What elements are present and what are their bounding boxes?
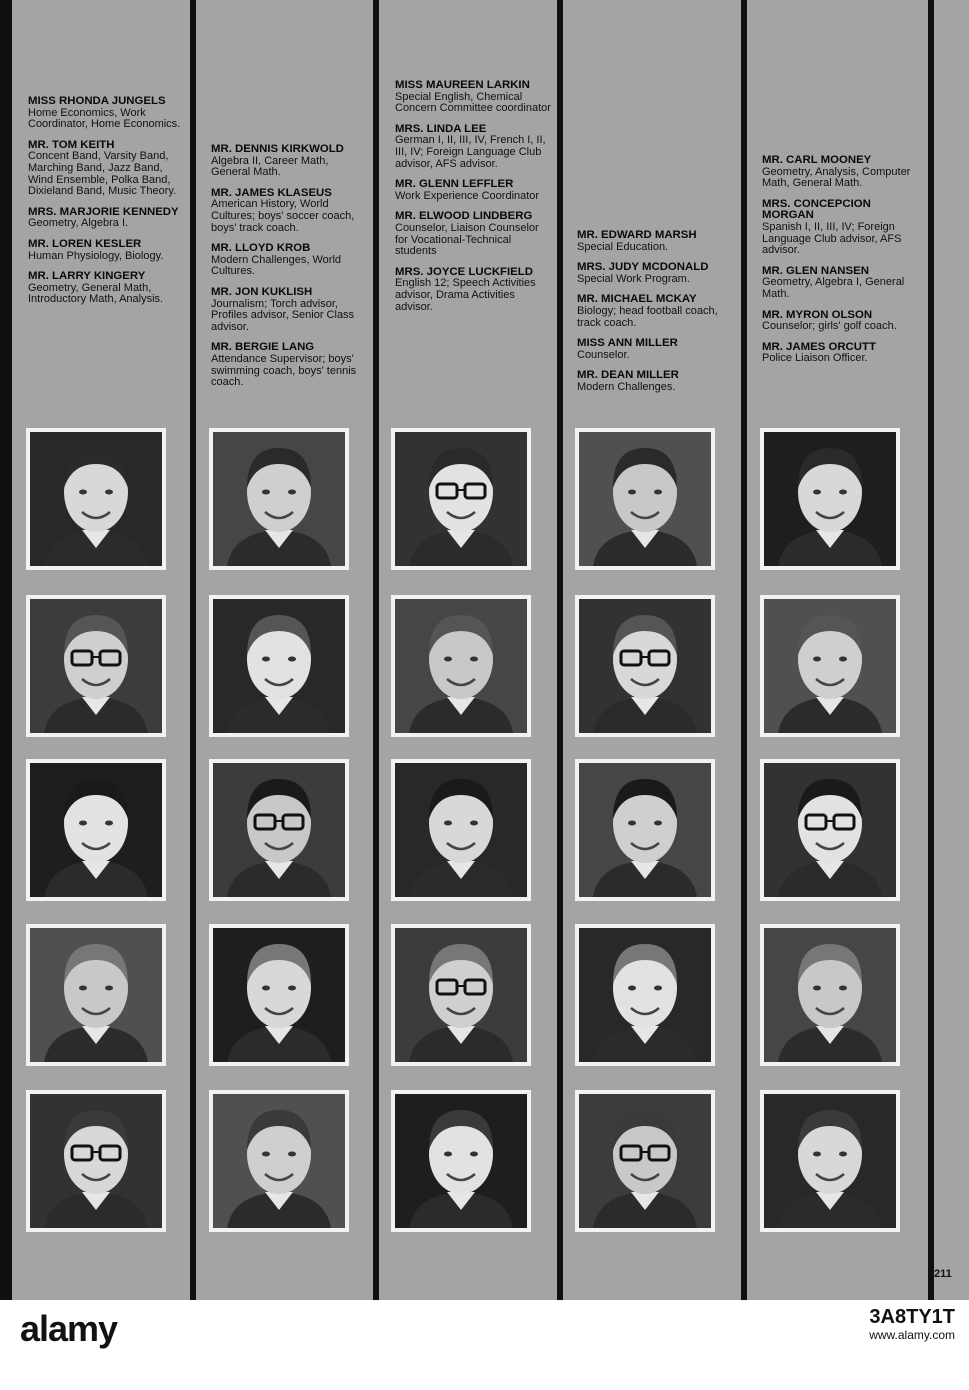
faculty-duties: Counselor, Liaison Counselor for Vocational-Technical students <box>395 221 539 258</box>
faculty-duties: Geometry, Analysis, Computer Math, General Math. <box>762 165 911 190</box>
faculty-duties: Journalism; Torch advisor, Profiles advisor, Senior Class advisor. <box>211 297 355 333</box>
portrait-photo-icon <box>764 928 896 1062</box>
faculty-portrait <box>575 595 715 737</box>
faculty-entry <box>762 266 920 301</box>
watermark-info <box>869 1308 955 1344</box>
watermark-logo: alamy <box>20 1308 118 1349</box>
faculty-duties: Special Work Program. <box>577 272 690 285</box>
faculty-entries <box>211 144 369 398</box>
faculty-name: MRS. LINDA LEE <box>395 122 487 135</box>
faculty-portrait <box>26 759 166 901</box>
portrait-photo-icon <box>30 928 162 1062</box>
faculty-entry <box>762 342 920 365</box>
faculty-entry <box>211 243 369 278</box>
watermark-strip <box>0 1300 969 1390</box>
faculty-duties: Geometry, Algebra I. <box>28 217 129 230</box>
column-divider <box>741 0 747 1300</box>
faculty-portrait <box>209 428 349 570</box>
faculty-portrait <box>760 1090 900 1232</box>
faculty-portrait <box>575 759 715 901</box>
faculty-portrait <box>391 1090 531 1232</box>
portrait-photo-icon <box>764 1094 896 1228</box>
faculty-duties: German I, II, III, IV, French I, II, III, IV; Foreign Language Club advisor, AFS advisor. <box>395 134 546 170</box>
faculty-entries <box>28 96 186 315</box>
faculty-duties: Human Physiology, Biology. <box>28 249 164 262</box>
faculty-duties: Attendance Supervisor; boys' swimming coach, boys' tennis coach. <box>211 352 357 389</box>
faculty-portrait <box>760 924 900 1066</box>
portrait-photo-icon <box>579 763 711 897</box>
faculty-duties: Geometry, General Math, Introductory Math, Analysis. <box>28 281 164 306</box>
faculty-entry <box>395 124 553 170</box>
watermark-image-id: 3A8TY1T <box>869 1306 955 1328</box>
faculty-duties: Special Education. <box>577 240 669 253</box>
faculty-entry <box>28 207 186 230</box>
faculty-entry <box>395 267 553 313</box>
faculty-duties: Special English, Chemical Concern Committee coordinator <box>395 90 551 115</box>
faculty-name: MR. JAMES ORCUTT <box>762 340 876 353</box>
faculty-entry <box>211 144 369 179</box>
portrait-photo-icon <box>30 599 162 733</box>
portrait-photo-icon <box>579 1094 711 1228</box>
faculty-name: MRS. JOYCE LUCKFIELD <box>395 265 533 278</box>
portrait-photo-icon <box>213 763 345 897</box>
portrait-photo-icon <box>30 763 162 897</box>
faculty-duties: Counselor. <box>577 348 630 361</box>
faculty-entry <box>211 342 369 388</box>
portrait-photo-icon <box>213 928 345 1062</box>
faculty-name: MR. LLOYD KROB <box>211 242 311 255</box>
faculty-portrait <box>26 428 166 570</box>
faculty-name: MRS. CONCEPCION MORGAN <box>762 197 871 222</box>
portrait-photo-icon <box>764 763 896 897</box>
faculty-name: MR. JON KUKLISH <box>211 285 313 298</box>
portrait-photo-icon <box>395 432 527 566</box>
faculty-portrait <box>209 1090 349 1232</box>
faculty-portrait <box>26 595 166 737</box>
faculty-portrait <box>391 428 531 570</box>
faculty-portrait <box>760 595 900 737</box>
portrait-photo-icon <box>213 1094 345 1228</box>
faculty-entry <box>577 370 735 393</box>
faculty-name: MR. GLENN LEFFLER <box>395 178 514 191</box>
faculty-duties: Police Liaison Officer. <box>762 352 868 365</box>
faculty-entry <box>28 96 186 131</box>
column-divider <box>557 0 563 1300</box>
faculty-name: MR. ELWOOD LINDBERG <box>395 210 533 223</box>
portrait-photo-icon <box>213 599 345 733</box>
faculty-duties: American History, World Cultures; boys' soccer coach, boys' track coach. <box>211 198 355 234</box>
faculty-duties: Modern Challenges. <box>577 380 676 393</box>
faculty-entry <box>577 294 735 329</box>
faculty-entries <box>577 230 735 403</box>
faculty-duties: English 12; Speech Activities advisor, Drama Activities advisor. <box>395 277 536 313</box>
portrait-photo-icon <box>395 763 527 897</box>
faculty-portrait <box>575 924 715 1066</box>
faculty-entry <box>577 262 735 285</box>
faculty-portrait <box>391 759 531 901</box>
faculty-entry <box>762 199 920 257</box>
portrait-photo-icon <box>395 1094 527 1228</box>
faculty-name: MR. JAMES KLASEUS <box>211 186 332 199</box>
portrait-photo-icon <box>764 432 896 566</box>
portrait-photo-icon <box>764 599 896 733</box>
faculty-portrait <box>575 1090 715 1232</box>
faculty-entries <box>762 155 920 374</box>
column-divider <box>373 0 379 1300</box>
portrait-photo-icon <box>579 599 711 733</box>
faculty-name: MRS. JUDY MCDONALD <box>577 261 709 274</box>
portrait-photo-icon <box>30 432 162 566</box>
faculty-entry <box>28 239 186 262</box>
faculty-portrait <box>391 924 531 1066</box>
faculty-name: MR. GLEN NANSEN <box>762 264 869 277</box>
column-divider <box>190 0 196 1300</box>
faculty-duties: Counselor; girls' golf coach. <box>762 320 897 333</box>
portrait-photo-icon <box>579 432 711 566</box>
faculty-duties: Work Experience Coordinator <box>395 189 540 202</box>
faculty-portrait <box>26 924 166 1066</box>
faculty-duties: Modern Challenges, World Cultures. <box>211 253 342 278</box>
faculty-portrait <box>209 595 349 737</box>
faculty-entry <box>211 188 369 234</box>
faculty-portrait <box>760 428 900 570</box>
faculty-name: MR. DENNIS KIRKWOLD <box>211 143 344 155</box>
faculty-name: MISS RHONDA JUNGELS <box>28 95 166 107</box>
faculty-entry <box>577 230 735 253</box>
faculty-portrait <box>26 1090 166 1232</box>
faculty-entry <box>395 179 553 202</box>
faculty-name: MR. TOM KEITH <box>28 138 115 151</box>
column-divider <box>928 0 934 1300</box>
portrait-photo-icon <box>213 432 345 566</box>
faculty-entry <box>28 140 186 198</box>
faculty-duties: Home Economics, Work Coordinator, Home Economics. <box>28 106 181 131</box>
watermark-url: www.alamy.com <box>869 1328 955 1342</box>
faculty-name: MR. MICHAEL MCKAY <box>577 293 697 306</box>
faculty-duties: Spanish I, II, III, IV; Foreign Language Club advisor, AFS advisor. <box>762 220 902 257</box>
faculty-entry <box>395 80 553 115</box>
faculty-name: MR. DEAN MILLER <box>577 369 679 382</box>
faculty-entry <box>762 155 920 190</box>
faculty-entries <box>395 80 553 322</box>
faculty-entry <box>395 211 553 257</box>
faculty-name: MR. LOREN KESLER <box>28 237 142 250</box>
faculty-name: MR. LARRY KINGERY <box>28 270 146 283</box>
faculty-portrait <box>391 595 531 737</box>
page-number: 211 <box>934 1268 952 1280</box>
faculty-duties: Geometry, Algebra I, General Math. <box>762 276 905 300</box>
faculty-name: MR. EDWARD MARSH <box>577 229 697 241</box>
faculty-name: MR. CARL MOONEY <box>762 154 872 166</box>
faculty-entry <box>577 338 735 361</box>
faculty-portrait <box>209 759 349 901</box>
faculty-duties: Biology; head football coach, track coach. <box>577 304 718 329</box>
faculty-name: MISS MAUREEN LARKIN <box>395 79 530 91</box>
faculty-name: MISS ANN MILLER <box>577 337 678 350</box>
faculty-name: MR. MYRON OLSON <box>762 308 873 321</box>
faculty-entry <box>28 271 186 306</box>
faculty-portrait <box>760 759 900 901</box>
faculty-name: MR. BERGIE LANG <box>211 341 315 354</box>
portrait-photo-icon <box>395 928 527 1062</box>
portrait-photo-icon <box>579 928 711 1062</box>
faculty-duties: Concent Band, Varsity Band, Marching Band, Jazz Band, Wind Ensemble, Polka Band, Dixieland Band, Music Theory. <box>28 150 177 198</box>
faculty-name: MRS. MARJORIE KENNEDY <box>28 205 179 218</box>
faculty-entry <box>211 287 369 333</box>
faculty-entry <box>762 310 920 333</box>
faculty-portrait <box>575 428 715 570</box>
portrait-photo-icon <box>30 1094 162 1228</box>
faculty-portrait <box>209 924 349 1066</box>
column-divider <box>0 0 12 1300</box>
faculty-duties: Algebra II, Career Math, General Math. <box>211 154 329 179</box>
portrait-photo-icon <box>395 599 527 733</box>
